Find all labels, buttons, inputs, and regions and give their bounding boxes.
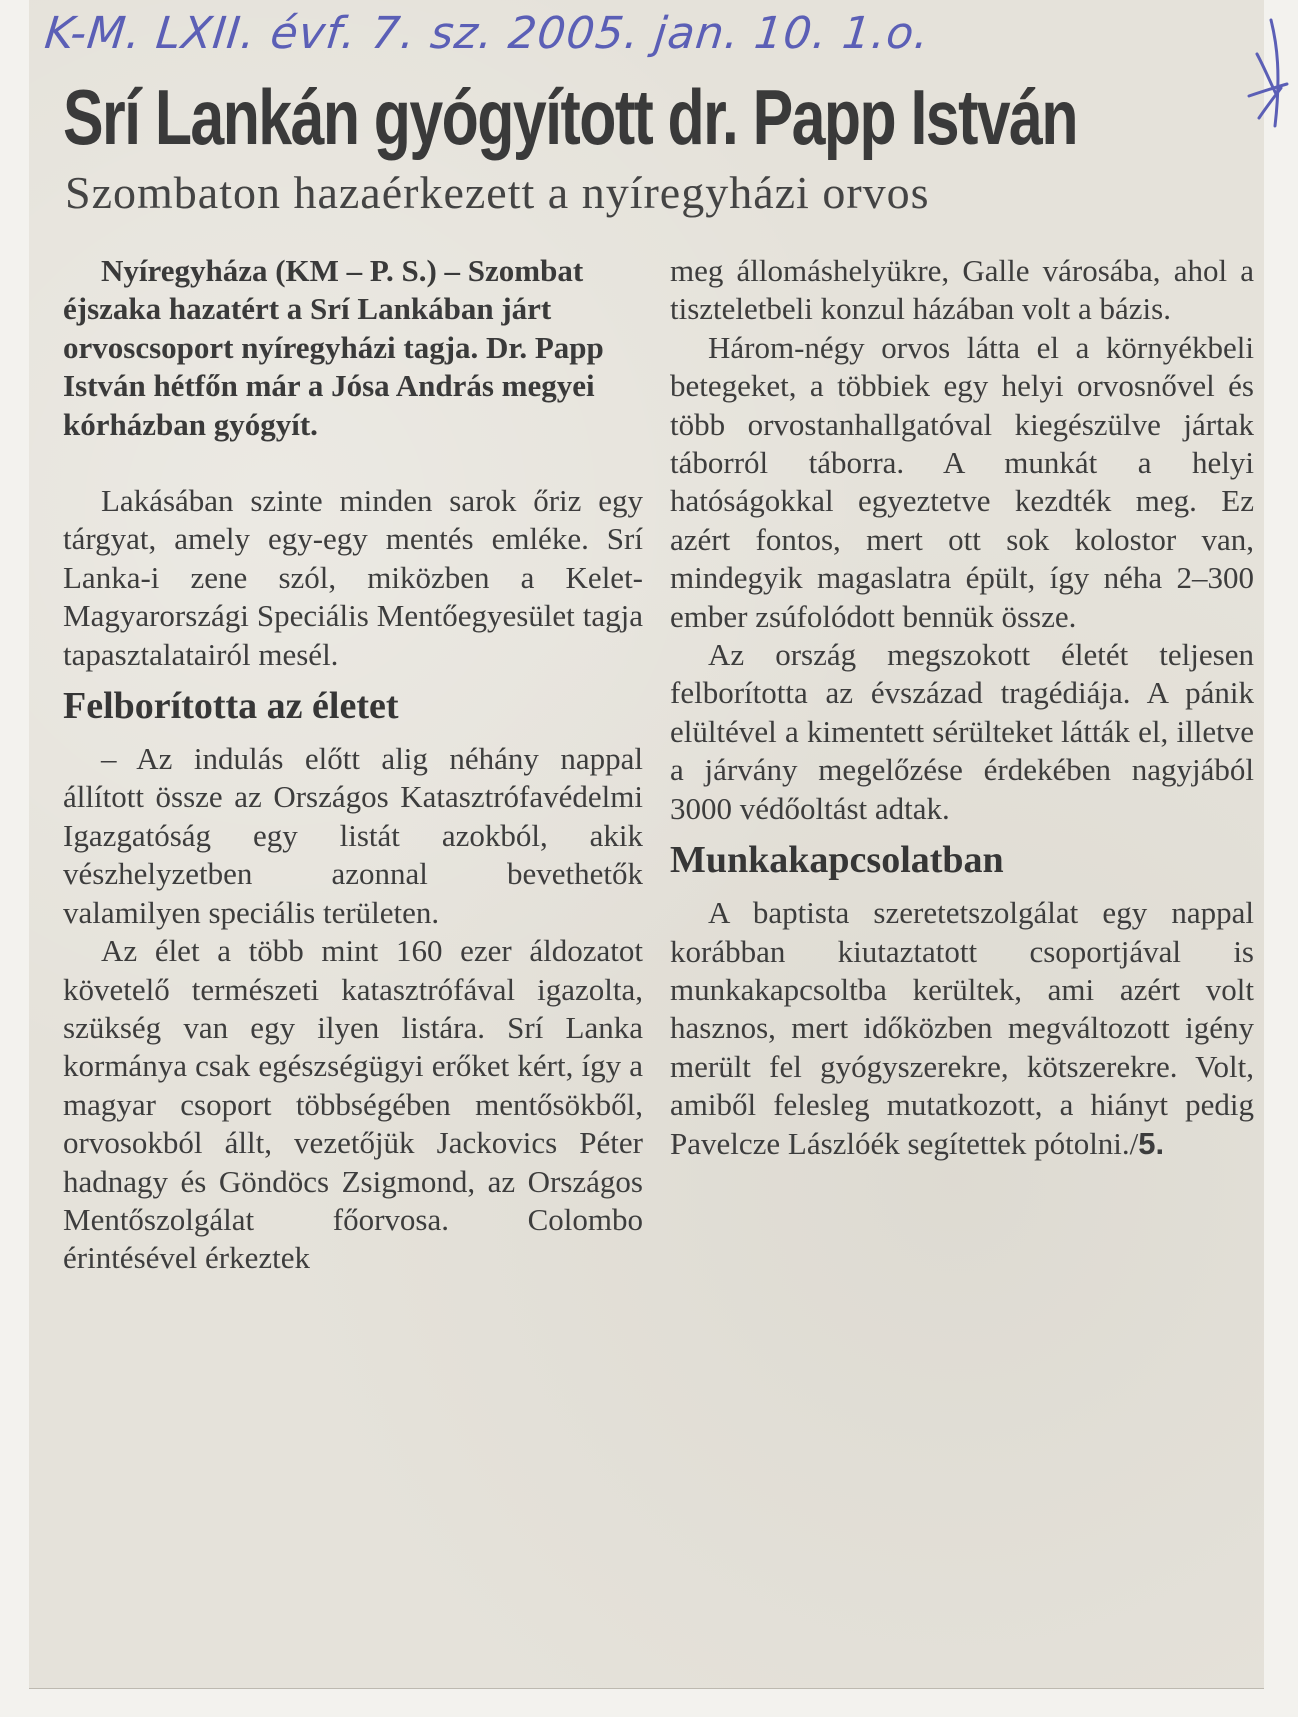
body-paragraph: Az ország megszokott életét teljesen felborította az évszázad tragédiája. A pánik elültével a kimentett sérülteket látták el, illetve a járvány megelőzése érdekében nagyjából 3000 védőoltást adtak. — [670, 637, 1254, 826]
asterisk-mark-icon — [1247, 14, 1291, 134]
lead-paragraph: Nyíregyháza (KM – P. S.) – Szombat éjszaka hazatért a Srí Lankában járt orvoscsoport nyíregyházi tagja. Dr. Papp István hétfőn már a Jósa András megyei kórházban gyógyít. — [63, 253, 604, 442]
article-headline: Srí Lankán gyógyított dr. Papp István — [63, 73, 1077, 161]
body-paragraph — [670, 894, 1254, 1163]
left-column — [63, 252, 643, 1278]
body-paragraph: – Az indulás előtt alig néhány nappal állított össze az Országos Katasztrófavédelmi Igazgatóság egy listát azokból, akik vészhelyzetben azonnal bevethetők valamilyen speciális területen. — [63, 741, 643, 930]
newspaper-clipping — [29, 0, 1264, 1688]
section-heading-felboritotta: Felborította az életet — [63, 685, 399, 728]
body-paragraph: meg állomáshelyükre, Galle városába, ahol a tiszteletbeli konzul házában volt a bázis. — [670, 253, 1254, 327]
body-paragraph: Lakásában szinte minden sarok őriz egy tárgyat, amely egy-egy mentés emléke. Srí Lanka-i zene szól, miközben a Kelet-Magyarországi Speciális Mentőegyesület tagja tapasztalatairól mesél. — [63, 483, 643, 672]
closing-paragraph-text: A baptista szeretetszolgálat egy nappal korábban kiutaztatott csoportjával is munkakapcsoltba kerültek, ami azért volt hasznos, mert időközben megváltozott igény merült fel gyógyszerekre, kötszerekre. Volt, amiből felesleg mutatkozott, a hiányt pedig Pavelcze Lászlóék segítettek pótolni./ — [670, 895, 1254, 1161]
author-signature: 5. — [1138, 1125, 1165, 1161]
article-subheadline: Szombaton hazaérkezett a nyíregyházi orvos — [65, 167, 930, 218]
section-heading-munkakapcsolatban: Munkakapcsolatban — [670, 839, 1004, 882]
right-column — [670, 252, 1254, 1163]
body-paragraph: Három-négy orvos látta el a környékbeli betegeket, a többiek egy helyi orvosnővel és több orvostanhallgatóval kiegészülve jártak táborról táborra. A munkát a helyi hatóságokkal egyeztetve kezdték meg. Ez azért fontos, mert ott sok kolostor van, mindegyik magaslatra épült, így néha 2–300 ember zsúfolódott bennük össze. — [670, 329, 1254, 634]
handwritten-reference: K-M. LXII. évf. 7. sz. 2005. jan. 10. 1.o. — [42, 8, 933, 59]
body-paragraph: Az élet a több mint 160 ezer áldozatot követelő természeti katasztrófával igazolta, szükség van egy ilyen listára. Srí Lanka kormánya csak egészségügyi erőket kért, így a magyar csoport többségében mentősökből, orvosokból állt, vezetőjük Jackovics Péter hadnagy és Göndöcs Zsigmond, az Országos Mentőszolgálat főorvosa. Colombo érintésével érkeztek — [63, 933, 643, 1276]
